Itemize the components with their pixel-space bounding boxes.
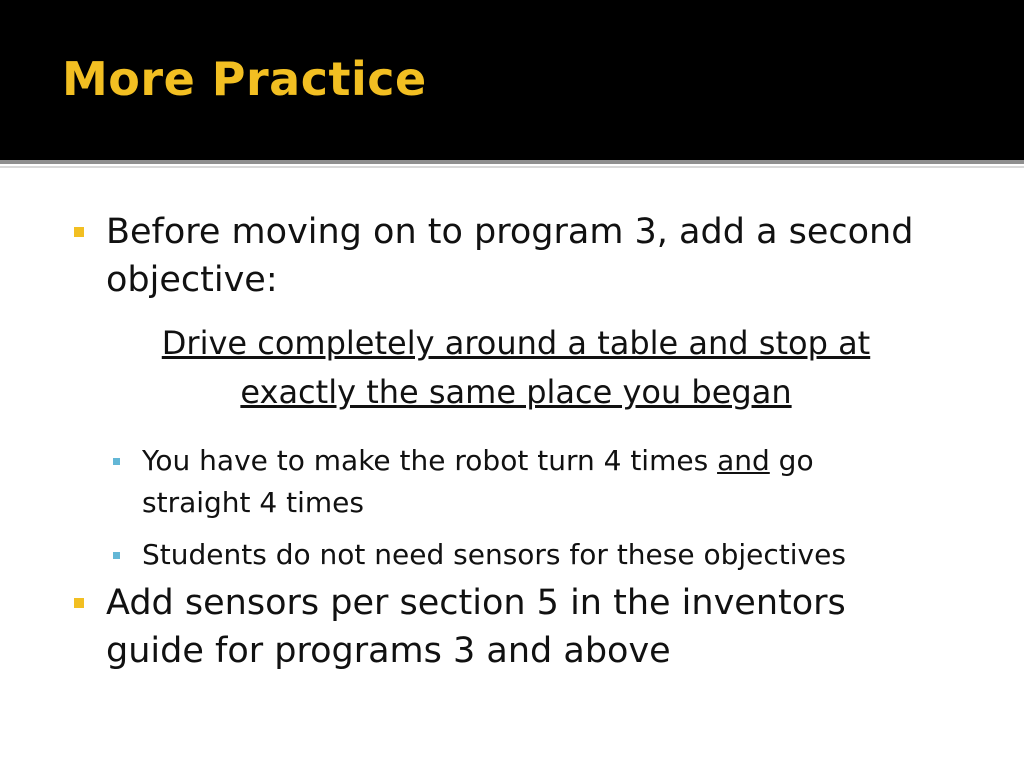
subbullet-1-line-2: straight 4 times [142, 486, 364, 519]
objective-line-2: exactly the same place you began [240, 373, 792, 411]
bullet-2-line-2: guide for programs 3 and above [106, 631, 671, 671]
subbullet-2-text: Students do not need sensors for these objectives [142, 538, 846, 571]
level1-bullet-icon [74, 598, 84, 608]
bullet-2-line-1: Add sensors per section 5 in the inventors [106, 583, 846, 623]
slide-title: More Practice [62, 52, 427, 106]
level2-bullet-icon [113, 552, 120, 559]
bullet-1-line-2: objective: [106, 260, 278, 300]
subbullet-1-text-after: go [769, 444, 814, 477]
bullet-1-line-1: Before moving on to program 3, add a second [106, 212, 914, 252]
subbullet-1-underlined-word: and [717, 444, 770, 477]
level2-bullet-icon [113, 458, 120, 465]
objective-line-1: Drive completely around a table and stop at [161, 324, 871, 362]
level1-bullet-icon [74, 227, 84, 237]
subbullet-1-text-before: You have to make the robot turn 4 times [142, 444, 718, 477]
subbullet-1-line-1 [142, 441, 962, 481]
